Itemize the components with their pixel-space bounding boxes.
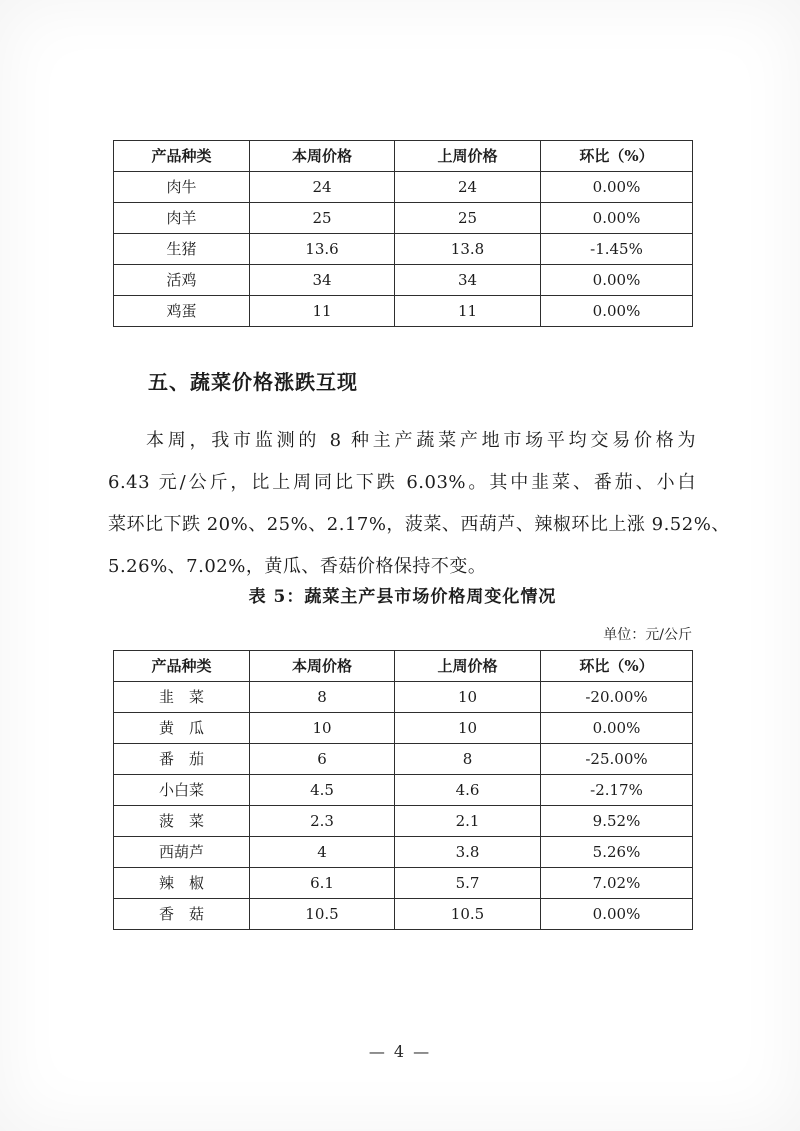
table-cell: 9.52% <box>541 806 693 837</box>
table-cell: 24 <box>250 172 395 203</box>
table-cell: 菠 菜 <box>114 806 250 837</box>
table-cell: 活鸡 <box>114 265 250 296</box>
table-cell: 11 <box>395 296 541 327</box>
table-row <box>114 296 693 327</box>
page-number: — 4 — <box>368 1042 432 1061</box>
table-cell: 10.5 <box>395 899 541 930</box>
table-cell: 辣 椒 <box>114 868 250 899</box>
table-cell: 西葫芦 <box>114 837 250 868</box>
table-cell: -25.00% <box>541 744 693 775</box>
table-cell: -1.45% <box>541 234 693 265</box>
table-header-row <box>114 651 693 682</box>
column-header: 环比（%） <box>541 651 693 682</box>
table-cell: 0.00% <box>541 296 693 327</box>
table-cell: 10 <box>250 713 395 744</box>
section-heading: 五、蔬菜价格涨跌互现 <box>148 370 358 394</box>
table-cell: 0.00% <box>541 172 693 203</box>
table-cell: 4 <box>250 837 395 868</box>
table-row <box>114 775 693 806</box>
table-cell: 5.7 <box>395 868 541 899</box>
table-cell: 番 茄 <box>114 744 250 775</box>
table-row <box>114 837 693 868</box>
table-row <box>114 172 693 203</box>
table-cell: 4.5 <box>250 775 395 806</box>
table-cell: 24 <box>395 172 541 203</box>
table-cell: -2.17% <box>541 775 693 806</box>
table-cell: 3.8 <box>395 837 541 868</box>
column-header: 上周价格 <box>395 141 541 172</box>
table-row <box>114 868 693 899</box>
table-row <box>114 265 693 296</box>
table-row <box>114 682 693 713</box>
table-cell: 小白菜 <box>114 775 250 806</box>
column-header: 本周价格 <box>250 141 395 172</box>
table-cell: 10 <box>395 682 541 713</box>
table-cell: 肉羊 <box>114 203 250 234</box>
table-cell: 黄 瓜 <box>114 713 250 744</box>
table-cell: 6 <box>250 744 395 775</box>
table-cell: -20.00% <box>541 682 693 713</box>
table-cell: 4.6 <box>395 775 541 806</box>
table-cell: 韭 菜 <box>114 682 250 713</box>
table-cell: 13.8 <box>395 234 541 265</box>
table-cell: 25 <box>395 203 541 234</box>
table-cell: 6.1 <box>250 868 395 899</box>
column-header: 环比（%） <box>541 141 693 172</box>
table-cell: 13.6 <box>250 234 395 265</box>
table-cell: 8 <box>395 744 541 775</box>
table-cell: 0.00% <box>541 265 693 296</box>
table-cell: 25 <box>250 203 395 234</box>
column-header: 产品种类 <box>114 651 250 682</box>
table-cell: 34 <box>395 265 541 296</box>
paragraph-line: 6.43 元/公斤，比上周同比下跌 6.03%。其中韭菜、番茄、小白 <box>108 472 696 493</box>
table-cell: 5.26% <box>541 837 693 868</box>
table-row <box>114 806 693 837</box>
table-cell: 肉牛 <box>114 172 250 203</box>
table-cell: 10.5 <box>250 899 395 930</box>
table-cell: 10 <box>395 713 541 744</box>
column-header: 上周价格 <box>395 651 541 682</box>
table-row <box>114 713 693 744</box>
table-row <box>114 899 693 930</box>
column-header: 本周价格 <box>250 651 395 682</box>
vegetable-price-table <box>113 650 693 930</box>
table-row <box>114 234 693 265</box>
column-header: 产品种类 <box>114 141 250 172</box>
table-header-row <box>114 141 693 172</box>
table-row <box>114 203 693 234</box>
table-cell: 0.00% <box>541 203 693 234</box>
body-paragraph <box>108 420 730 588</box>
paragraph-line: 本周，我市监测的 8 种主产蔬菜产地市场平均交易价格为 <box>146 430 696 451</box>
unit-label: 单位：元/公斤 <box>603 627 692 643</box>
table-cell: 鸡蛋 <box>114 296 250 327</box>
paragraph-line: 菜环比下跌 20%、25%、2.17%，菠菜、西葫芦、辣椒环比上涨 9.52%、 <box>108 514 730 535</box>
table-cell: 2.3 <box>250 806 395 837</box>
table-cell: 生猪 <box>114 234 250 265</box>
table-cell: 34 <box>250 265 395 296</box>
table-cell: 香 菇 <box>114 899 250 930</box>
table-cell: 8 <box>250 682 395 713</box>
table-cell: 11 <box>250 296 395 327</box>
table-cell: 0.00% <box>541 713 693 744</box>
table-cell: 7.02% <box>541 868 693 899</box>
table-row <box>114 744 693 775</box>
paragraph-line: 5.26%、7.02%，黄瓜、香菇价格保持不变。 <box>108 556 487 577</box>
table-cell: 2.1 <box>395 806 541 837</box>
livestock-price-table <box>113 140 693 327</box>
table-cell: 0.00% <box>541 899 693 930</box>
table-caption: 表 5：蔬菜主产县市场价格周变化情况 <box>248 587 557 607</box>
